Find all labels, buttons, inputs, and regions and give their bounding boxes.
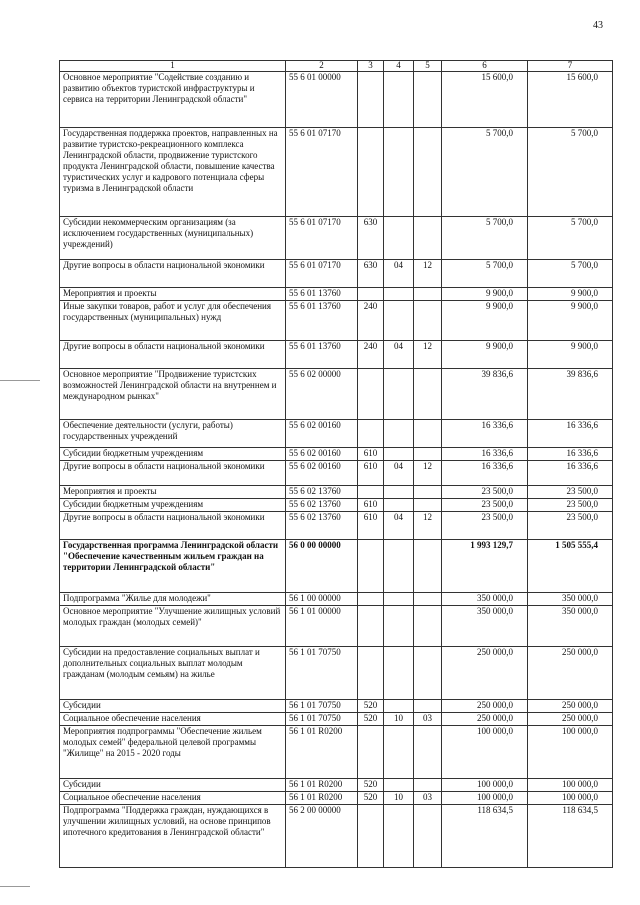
row-name-cell: Основное мероприятие "Продвижение туристских возможностей Ленинградской области на внутреннем и международном рынках" xyxy=(60,369,286,420)
target-article-cell: 55 6 01 07170 xyxy=(286,217,358,260)
table-row xyxy=(60,606,613,647)
target-article-cell: 55 6 01 00000 xyxy=(286,72,358,128)
target-article-cell: 55 6 02 13760 xyxy=(286,499,358,512)
section-cell xyxy=(384,301,414,341)
amount-year1-cell: 5 700,0 xyxy=(442,217,528,260)
target-article-cell: 55 6 01 13760 xyxy=(286,288,358,301)
amount-year1-cell: 118 634,5 xyxy=(442,805,528,868)
amount-year2-cell: 250 000,0 xyxy=(528,647,613,700)
amount-year1-cell: 9 900,0 xyxy=(442,288,528,301)
expense-type-cell: 240 xyxy=(358,301,384,341)
subsection-cell xyxy=(414,72,442,128)
target-article-cell: 55 6 01 13760 xyxy=(286,341,358,369)
amount-year2-cell: 23 500,0 xyxy=(528,512,613,540)
target-article-cell: 56 1 01 00000 xyxy=(286,606,358,647)
row-name-cell: Субсидии бюджетным учреждениям xyxy=(60,499,286,512)
table-row xyxy=(60,486,613,499)
subsection-cell xyxy=(414,217,442,260)
header-row xyxy=(60,61,613,72)
target-article-cell: 55 6 02 13760 xyxy=(286,486,358,499)
expense-type-cell xyxy=(358,128,384,217)
target-article-cell: 55 6 02 00000 xyxy=(286,369,358,420)
subsection-cell: 03 xyxy=(414,713,442,726)
section-cell xyxy=(384,593,414,606)
amount-year2-cell: 1 505 555,4 xyxy=(528,540,613,593)
expense-type-cell: 610 xyxy=(358,499,384,512)
section-cell xyxy=(384,288,414,301)
subsection-cell xyxy=(414,301,442,341)
row-name-cell: Социальное обеспечение населения xyxy=(60,713,286,726)
table-row xyxy=(60,288,613,301)
amount-year1-cell: 16 336,6 xyxy=(442,448,528,461)
expense-type-cell xyxy=(358,288,384,301)
table-row xyxy=(60,726,613,779)
expense-type-cell xyxy=(358,540,384,593)
amount-year1-cell: 9 900,0 xyxy=(442,341,528,369)
amount-year2-cell: 118 634,5 xyxy=(528,805,613,868)
row-name-cell: Мероприятия подпрограммы "Обеспечение жильем молодых семей" федеральной целевой программы "Жилище" на 2015 - 2020 годы xyxy=(60,726,286,779)
target-article-cell: 56 1 00 00000 xyxy=(286,593,358,606)
amount-year1-cell: 250 000,0 xyxy=(442,700,528,713)
table-row xyxy=(60,647,613,700)
expense-type-cell: 240 xyxy=(358,341,384,369)
expense-type-cell: 520 xyxy=(358,700,384,713)
table-row xyxy=(60,805,613,868)
target-article-cell: 56 0 00 00000 xyxy=(286,540,358,593)
subsection-cell xyxy=(414,448,442,461)
row-name-cell: Субсидии xyxy=(60,700,286,713)
table-row xyxy=(60,260,613,288)
section-cell xyxy=(384,540,414,593)
row-name-cell: Другие вопросы в области национальной экономики xyxy=(60,512,286,540)
row-name-cell: Государственная поддержка проектов, направленных на развитие туристско-рекреационного комплекса Ленинградской области, продвижение туристского продукта Ленинградской области, повышение качества туристических услуг и кадрового потенциала сферы туризма в Ленинградской области xyxy=(60,128,286,217)
expense-type-cell xyxy=(358,606,384,647)
section-cell xyxy=(384,369,414,420)
section-cell xyxy=(384,606,414,647)
subsection-cell: 12 xyxy=(414,260,442,288)
subsection-cell xyxy=(414,805,442,868)
row-name-cell: Подпрограмма "Поддержка граждан, нуждающихся в улучшении жилищных условий, на основе принципов ипотечного кредитования в Ленинградской области" xyxy=(60,805,286,868)
row-name-cell: Государственная программа Ленинградской области "Обеспечение качественным жильем граждан на территории Ленинградской области" xyxy=(60,540,286,593)
section-cell: 10 xyxy=(384,713,414,726)
amount-year1-cell: 23 500,0 xyxy=(442,512,528,540)
subsection-cell: 03 xyxy=(414,792,442,805)
target-article-cell: 55 6 01 07170 xyxy=(286,128,358,217)
section-cell xyxy=(384,499,414,512)
scan-edge-line xyxy=(0,380,40,381)
section-cell xyxy=(384,726,414,779)
expense-type-cell xyxy=(358,486,384,499)
subsection-cell xyxy=(414,779,442,792)
amount-year1-cell: 350 000,0 xyxy=(442,606,528,647)
row-name-cell: Другие вопросы в области национальной экономики xyxy=(60,341,286,369)
amount-year2-cell: 250 000,0 xyxy=(528,713,613,726)
subsection-cell xyxy=(414,369,442,420)
section-cell xyxy=(384,486,414,499)
column-header: 5 xyxy=(414,61,442,72)
table-row xyxy=(60,779,613,792)
table-row xyxy=(60,301,613,341)
amount-year1-cell: 1 993 129,7 xyxy=(442,540,528,593)
table-row xyxy=(60,448,613,461)
subsection-cell xyxy=(414,606,442,647)
row-name-cell: Субсидии на предоставление социальных выплат и дополнительных социальных выплат молодым гражданам (молодым семьям) на жилье xyxy=(60,647,286,700)
section-cell xyxy=(384,779,414,792)
table-row xyxy=(60,420,613,448)
target-article-cell: 55 6 02 00160 xyxy=(286,448,358,461)
subsection-cell xyxy=(414,128,442,217)
target-article-cell: 56 1 01 70750 xyxy=(286,700,358,713)
row-name-cell: Социальное обеспечение населения xyxy=(60,792,286,805)
expense-type-cell: 520 xyxy=(358,779,384,792)
table-row xyxy=(60,369,613,420)
amount-year1-cell: 23 500,0 xyxy=(442,486,528,499)
section-cell xyxy=(384,448,414,461)
amount-year2-cell: 5 700,0 xyxy=(528,128,613,217)
amount-year2-cell: 23 500,0 xyxy=(528,499,613,512)
section-cell xyxy=(384,72,414,128)
column-header: 6 xyxy=(442,61,528,72)
target-article-cell: 56 1 01 R0200 xyxy=(286,792,358,805)
row-name-cell: Основное мероприятие "Содействие созданию и развитию объектов туристской инфраструктуры и сервиса на территории Ленинградской области" xyxy=(60,72,286,128)
amount-year2-cell: 100 000,0 xyxy=(528,779,613,792)
amount-year2-cell: 5 700,0 xyxy=(528,217,613,260)
amount-year2-cell: 5 700,0 xyxy=(528,260,613,288)
amount-year1-cell: 16 336,6 xyxy=(442,461,528,486)
table-row xyxy=(60,128,613,217)
table-row xyxy=(60,217,613,260)
expense-type-cell: 610 xyxy=(358,512,384,540)
subsection-cell xyxy=(414,540,442,593)
column-header: 4 xyxy=(384,61,414,72)
section-cell xyxy=(384,128,414,217)
amount-year2-cell: 100 000,0 xyxy=(528,792,613,805)
row-name-cell: Мероприятия и проекты xyxy=(60,288,286,301)
section-cell xyxy=(384,420,414,448)
expense-type-cell xyxy=(358,369,384,420)
row-name-cell: Субсидии xyxy=(60,779,286,792)
table-row xyxy=(60,461,613,486)
amount-year2-cell: 350 000,0 xyxy=(528,606,613,647)
subsection-cell xyxy=(414,726,442,779)
page-number: 43 xyxy=(593,20,603,31)
section-cell xyxy=(384,805,414,868)
amount-year2-cell: 100 000,0 xyxy=(528,726,613,779)
amount-year1-cell: 250 000,0 xyxy=(442,713,528,726)
column-header: 2 xyxy=(286,61,358,72)
expense-type-cell xyxy=(358,593,384,606)
row-name-cell: Мероприятия и проекты xyxy=(60,486,286,499)
section-cell: 04 xyxy=(384,512,414,540)
expense-type-cell xyxy=(358,647,384,700)
section-cell xyxy=(384,700,414,713)
amount-year1-cell: 5 700,0 xyxy=(442,128,528,217)
table-row xyxy=(60,512,613,540)
subsection-cell xyxy=(414,486,442,499)
section-cell: 10 xyxy=(384,792,414,805)
subsection-cell xyxy=(414,593,442,606)
expense-type-cell: 520 xyxy=(358,713,384,726)
expense-type-cell: 610 xyxy=(358,448,384,461)
amount-year1-cell: 100 000,0 xyxy=(442,726,528,779)
section-cell: 04 xyxy=(384,341,414,369)
row-name-cell: Другие вопросы в области национальной экономики xyxy=(60,461,286,486)
subsection-cell xyxy=(414,700,442,713)
row-name-cell: Иные закупки товаров, работ и услуг для обеспечения государственных (муниципальных) нужд xyxy=(60,301,286,341)
amount-year1-cell: 100 000,0 xyxy=(442,792,528,805)
target-article-cell: 56 2 00 00000 xyxy=(286,805,358,868)
row-name-cell: Подпрограмма "Жилье для молодежи" xyxy=(60,593,286,606)
table-row xyxy=(60,72,613,128)
target-article-cell: 55 6 01 07170 xyxy=(286,260,358,288)
amount-year2-cell: 15 600,0 xyxy=(528,72,613,128)
target-article-cell: 55 6 02 13760 xyxy=(286,512,358,540)
target-article-cell: 56 1 01 70750 xyxy=(286,713,358,726)
table-row xyxy=(60,499,613,512)
amount-year1-cell: 9 900,0 xyxy=(442,301,528,341)
amount-year2-cell: 9 900,0 xyxy=(528,288,613,301)
amount-year2-cell: 16 336,6 xyxy=(528,420,613,448)
amount-year1-cell: 16 336,6 xyxy=(442,420,528,448)
subsection-cell: 12 xyxy=(414,341,442,369)
expense-type-cell: 630 xyxy=(358,217,384,260)
table-row xyxy=(60,700,613,713)
column-header: 7 xyxy=(528,61,613,72)
scan-edge-line xyxy=(0,886,30,887)
expense-type-cell xyxy=(358,72,384,128)
amount-year1-cell: 23 500,0 xyxy=(442,499,528,512)
amount-year2-cell: 9 900,0 xyxy=(528,301,613,341)
expense-type-cell: 520 xyxy=(358,792,384,805)
subsection-cell xyxy=(414,647,442,700)
amount-year2-cell: 350 000,0 xyxy=(528,593,613,606)
amount-year2-cell: 16 336,6 xyxy=(528,448,613,461)
row-name-cell: Основное мероприятие "Улучшение жилищных условий молодых граждан (молодых семей)" xyxy=(60,606,286,647)
expense-type-cell xyxy=(358,805,384,868)
table-row xyxy=(60,593,613,606)
amount-year1-cell: 350 000,0 xyxy=(442,593,528,606)
amount-year1-cell: 5 700,0 xyxy=(442,260,528,288)
budget-table xyxy=(59,60,613,868)
target-article-cell: 55 6 02 00160 xyxy=(286,461,358,486)
column-header: 3 xyxy=(358,61,384,72)
section-cell: 04 xyxy=(384,461,414,486)
amount-year1-cell: 250 000,0 xyxy=(442,647,528,700)
table-row xyxy=(60,341,613,369)
row-name-cell: Другие вопросы в области национальной экономики xyxy=(60,260,286,288)
amount-year1-cell: 39 836,6 xyxy=(442,369,528,420)
subsection-cell: 12 xyxy=(414,512,442,540)
table-row xyxy=(60,792,613,805)
target-article-cell: 55 6 01 13760 xyxy=(286,301,358,341)
section-cell: 04 xyxy=(384,260,414,288)
subsection-cell xyxy=(414,420,442,448)
amount-year2-cell: 23 500,0 xyxy=(528,486,613,499)
amount-year2-cell: 9 900,0 xyxy=(528,341,613,369)
subsection-cell xyxy=(414,499,442,512)
expense-type-cell xyxy=(358,726,384,779)
subsection-cell xyxy=(414,288,442,301)
expense-type-cell: 630 xyxy=(358,260,384,288)
amount-year1-cell: 15 600,0 xyxy=(442,72,528,128)
amount-year2-cell: 39 836,6 xyxy=(528,369,613,420)
row-name-cell: Обеспечение деятельности (услуги, работы) государственных учреждений xyxy=(60,420,286,448)
table-row xyxy=(60,540,613,593)
target-article-cell: 55 6 02 00160 xyxy=(286,420,358,448)
amount-year2-cell: 16 336,6 xyxy=(528,461,613,486)
amount-year1-cell: 100 000,0 xyxy=(442,779,528,792)
expense-type-cell xyxy=(358,420,384,448)
row-name-cell: Субсидии бюджетным учреждениям xyxy=(60,448,286,461)
section-cell xyxy=(384,647,414,700)
row-name-cell: Субсидии некоммерческим организациям (за исключением государственных (муниципальных) учреждений) xyxy=(60,217,286,260)
section-cell xyxy=(384,217,414,260)
subsection-cell: 12 xyxy=(414,461,442,486)
target-article-cell: 56 1 01 R0200 xyxy=(286,779,358,792)
target-article-cell: 56 1 01 70750 xyxy=(286,647,358,700)
column-header: 1 xyxy=(60,61,286,72)
expense-type-cell: 610 xyxy=(358,461,384,486)
amount-year2-cell: 250 000,0 xyxy=(528,700,613,713)
target-article-cell: 56 1 01 R0200 xyxy=(286,726,358,779)
table-row xyxy=(60,713,613,726)
